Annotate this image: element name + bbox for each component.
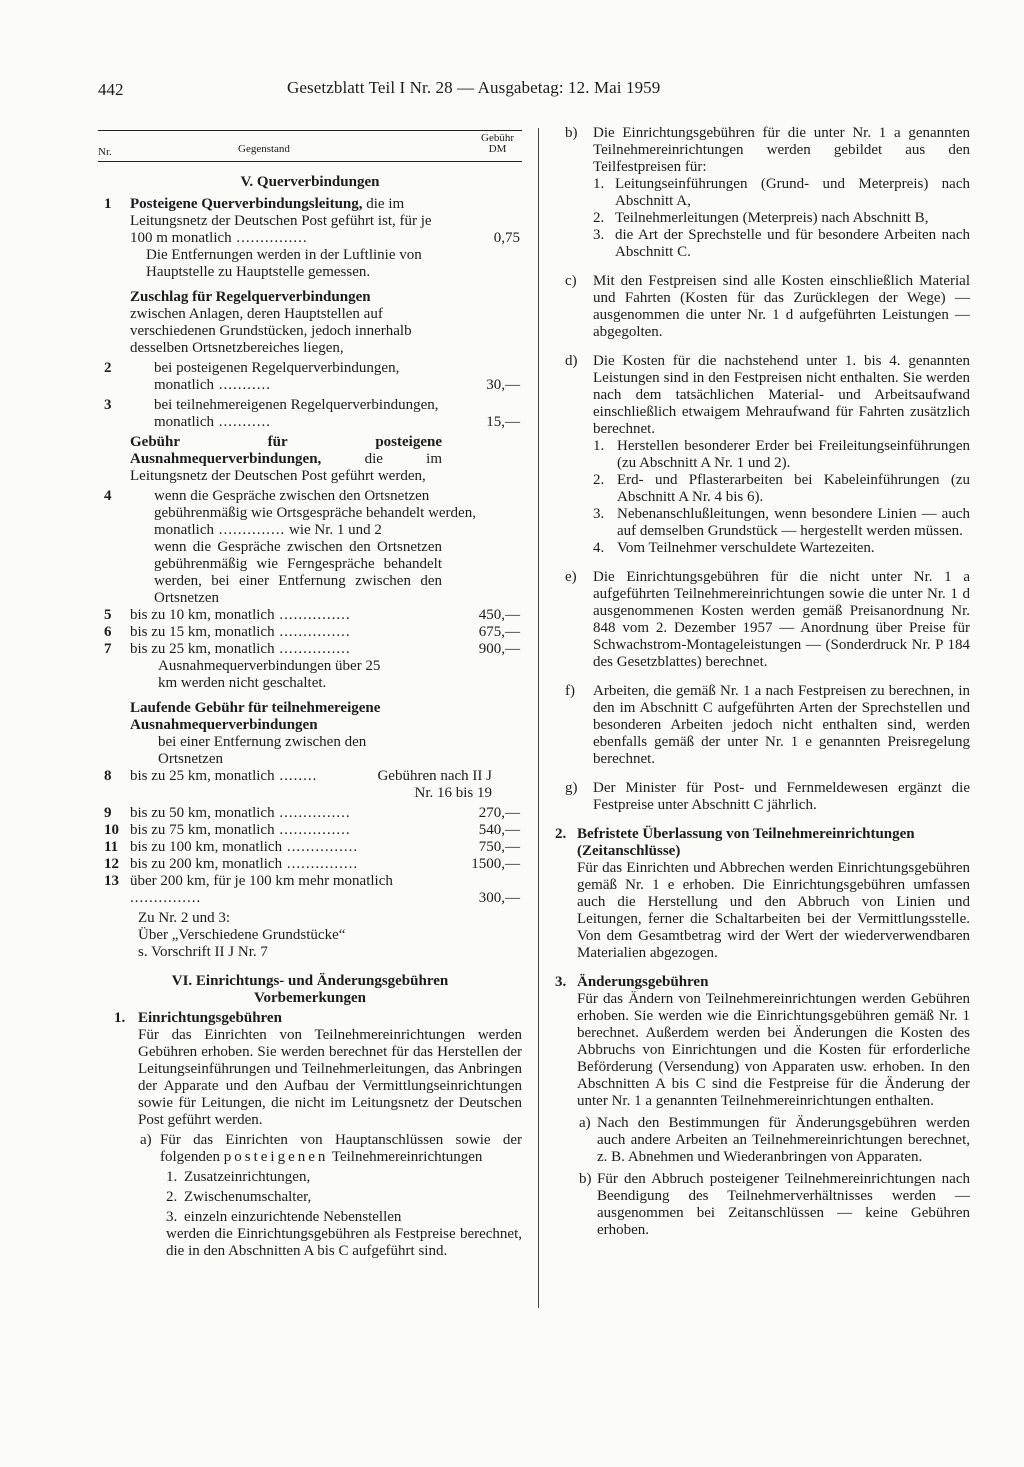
paragraph: werden die Einrichtungsgebühren als Festpreise berechnet, die in den Abschnitten A bis C aufgeführt sind. [166, 1226, 522, 1259]
list-item: 2. Teilnehmerleitungen (Meterpreis) nach Abschnitt B, [593, 210, 929, 226]
table-row: 5 bis zu 10 km, monatlich ............... 450,— [104, 607, 520, 623]
table-row: 1 Posteigene Querverbindungsleitung, die im Leitungsnetz der Deutschen Post geführt ist, für je 100 m monatlich ............... 0,75 [104, 196, 520, 246]
header-gegenstand: Gegenstand [238, 143, 290, 155]
table-row: 3 bei teilnehmereigenen Regelquerverbindungen, monatlich ........... 15,— [104, 397, 520, 430]
list-item: a) Für das Einrichten von Hauptanschlüssen sowie der folgenden posteigenen Teilnehmereinrichtungen [140, 1132, 522, 1165]
paragraph-heading: 3. Änderungsgebühren [555, 974, 709, 990]
table-row: 8 bis zu 25 km, monatlich ........ Gebühren nach II J Nr. 16 bis 19 [104, 768, 492, 801]
page-number: 442 [98, 80, 124, 99]
subsection-title: Zuschlag für Regelquerverbindungen [130, 289, 371, 305]
list-item: a) Nach den Bestimmungen für Änderungsgebühren werden auch andere Arbeiten an Teilnehmereinrichtungen berechnet, z. B. Abnehmen und Wiederanbringen von Apparaten. [579, 1115, 970, 1165]
table-row: 2 bei posteigenen Regelquerverbindungen, monatlich ........... 30,— [104, 360, 520, 393]
table-row: 9 bis zu 50 km, monatlich ............... 270,— [104, 805, 520, 821]
row-text: bei einer Entfernung zwischen den Ortsnetzen [158, 734, 367, 767]
subsection-title: Laufende Gebühr für teilnehmereigene Ausnahmequerverbindungen [130, 700, 381, 733]
section-subtitle: Vorbemerkungen [254, 990, 366, 1006]
table-row: 12 bis zu 200 km, monatlich ............... 1500,— [104, 856, 520, 872]
table-row: 7 bis zu 25 km, monatlich ............... 900,— [104, 641, 520, 657]
list-item: e) Die Einrichtungsgebühren für die nicht unter Nr. 1 a aufgeführten Teilnehmereinrichtungen sowie die unter Nr. 1 d ausgenommenen Kosten werden gemäß Preisanordnung Nr. 848 vom 2. Dezember 1957 — Anordnung über Preise für Schwachstrom-Montageleistungen — (Sonderdruck Nr. P 184 des Gesetzblattes) berechnet. [565, 569, 970, 670]
table-row: 10 bis zu 75 km, monatlich ............... 540,— [104, 822, 520, 838]
right-column [555, 125, 970, 1239]
list-item: f) Arbeiten, die gemäß Nr. 1 a nach Festpreisen zu berechnen, in den im Abschnitt C aufgeführten Arten der Sprechstellen und besonderen Arbeiten jedoch nicht enthalten sind, werden ebenfalls gemäß der unter Nr. 1 e genannten Preisregelung berechnet. [565, 683, 970, 767]
column-divider [538, 128, 539, 1308]
list-item: 3. einzeln einzurichtende Nebenstellen [166, 1209, 402, 1225]
list-item: g) Der Minister für Post- und Fernmeldewesen ergänzt die Festpreise unter Abschnitt C jährlich. [565, 780, 970, 813]
list-item: 3. die Art der Sprechstelle und für besondere Arbeiten nach Abschnitt C. [593, 227, 970, 260]
list-item: d) Die Kosten für die nachstehend unter 1. bis 4. genannten Leistungen sind in den Festpreisen nicht enthalten. Sie werden nach dem tatsächlichen Material- und Arbeitsaufwand einschließlich etwaigem Mehraufwand für Fahrten zusätzlich berechnet. [565, 353, 970, 437]
list-item: c) Mit den Festpreisen sind alle Kosten einschließlich Material und Fahrten (Kosten für das Zurücklegen der Wege) — ausgenommen die unter Nr. 1 d aufgeführten Leistungen — abgegolten. [565, 273, 970, 340]
section-title: VI. Einrichtungs- und Änderungsgebühren [171, 973, 449, 989]
table-header [98, 130, 522, 162]
header-nr: Nr. [98, 146, 112, 158]
list-item: 4. Vom Teilnehmer verschuldete Wartezeiten. [593, 540, 875, 556]
row-note: Ausnahmequerverbindungen über 25 km werden nicht geschaltet. [158, 658, 381, 691]
list-item: 2. Erd- und Pflasterarbeiten bei Kabeleinführungen (zu Abschnitt A Nr. 4 bis 6). [593, 472, 970, 505]
paragraph-heading: 1. Einrichtungsgebühren [114, 1010, 282, 1026]
table-row: 11 bis zu 100 km, monatlich ............... 750,— [104, 839, 520, 855]
list-item: b) Für den Abbruch posteigener Teilnehmereinrichtungen nach Beendigung des Teilnehmerverhältnisses werden — ausgenommen bei Zeitanschlüssen — keine Gebühren erhoben. [579, 1171, 970, 1238]
header-gebuehr: Gebühr DM [481, 132, 514, 155]
row-text: Gebühr für posteigene Ausnahmequerverbindungen, die im Leitungsnetz der Deutschen Post geführt werden, [130, 434, 442, 484]
table-row: 6 bis zu 15 km, monatlich ............... 675,— [104, 624, 520, 640]
table-row: 13 über 200 km, für je 100 km mehr monatlich ............... 300,— [104, 873, 520, 906]
list-item: 3. Nebenanschlußleitungen, wenn besondere Linien — auch auf demselben Grundstück — hergestellt werden müssen. [593, 506, 970, 539]
row-text: zwischen Anlagen, deren Hauptstellen auf verschiedenen Grundstücken, jedoch innerhalb desselben Ortsnetzbereiches liegen, [130, 306, 412, 356]
row-note: Die Entfernungen werden in der Luftlinie von Hauptstelle zu Hauptstelle gemessen. [146, 247, 422, 280]
list-item: b) Die Einrichtungsgebühren für die unter Nr. 1 a genannten Teilnehmereinrichtungen werden gebildet aus den Teilfestpreisen für: [565, 125, 970, 175]
list-item: 2. Zwischenumschalter, [166, 1189, 312, 1205]
list-item: 1. Leitungseinführungen (Grund- und Meterpreis) nach Abschnitt A, [593, 176, 970, 209]
row-note: Zu Nr. 2 und 3: Über „Verschiedene Grundstücke“ s. Vorschrift II J Nr. 7 [138, 910, 346, 960]
paragraph: Für das Ändern von Teilnehmereinrichtungen werden Gebühren erhoben. Sie werden wie die Einrichtungsgebühren gemäß Nr. 1 berechnet. Außerdem werden bei Änderungen die Kosten des Abbruchs von Einrichtungen und die Kosten für erforderliche Beförderung (Versendung) von Apparaten usw. erhoben. In den Abschnitten A bis C sind die Festpreise für die Änderung der unter Nr. 1 a genannten Teilnehmereinrichtungen enthalten. [577, 991, 970, 1109]
paragraph-heading: 2. Befristete Überlassung von Teilnehmereinrichtungen (Zeitanschlüsse) [555, 826, 915, 859]
list-item: 1. Zusatzeinrichtungen, [166, 1169, 311, 1185]
table-row: 4 wenn die Gespräche zwischen den Ortsnetzen gebührenmäßig wie Ortsgespräche behandelt werden, monatlich .............. wie Nr. 1 und 2 [104, 488, 476, 538]
section-title: V. Querverbindungen [240, 174, 380, 190]
paragraph: Für das Einrichten von Teilnehmereinrichtungen werden Gebühren erhoben. Sie werden berechnet für das Herstellen der Leitungseinführungen und Teilnehmerleitungen, das Anbringen der Apparate und den Aufbau der Vermittlungseinrichtungen sowie für Leitungen, die nicht im Leitungsnetz der Deutschen Post geführt werden. [138, 1027, 522, 1128]
paragraph: Für das Einrichten und Abbrechen werden Einrichtungsgebühren gemäß Nr. 1 e erhoben. Die Einrichtungsgebühren umfassen auch die Herstellung und den Abbruch von Linien und Leitungen, ferner die Schaltarbeiten bei der Vermittlungsstelle. Von dem Gesamtbetrag wird der Wert der wiederverwendbaren Materialien abgezogen. [577, 860, 970, 961]
page-header: Gesetzblatt Teil I Nr. 28 — Ausgabetag: 12. Mai 1959 [287, 78, 661, 97]
row-text: wenn die Gespräche zwischen den Ortsnetzen gebührenmäßig wie Ferngespräche behandelt werden, bei einer Entfernung zwischen den Ortsnetzen [154, 539, 442, 606]
list-item: 1. Herstellen besonderer Erder bei Freileitungseinführungen (zu Abschnitt A Nr. 1 und 2). [593, 438, 970, 471]
left-column [98, 130, 522, 1260]
